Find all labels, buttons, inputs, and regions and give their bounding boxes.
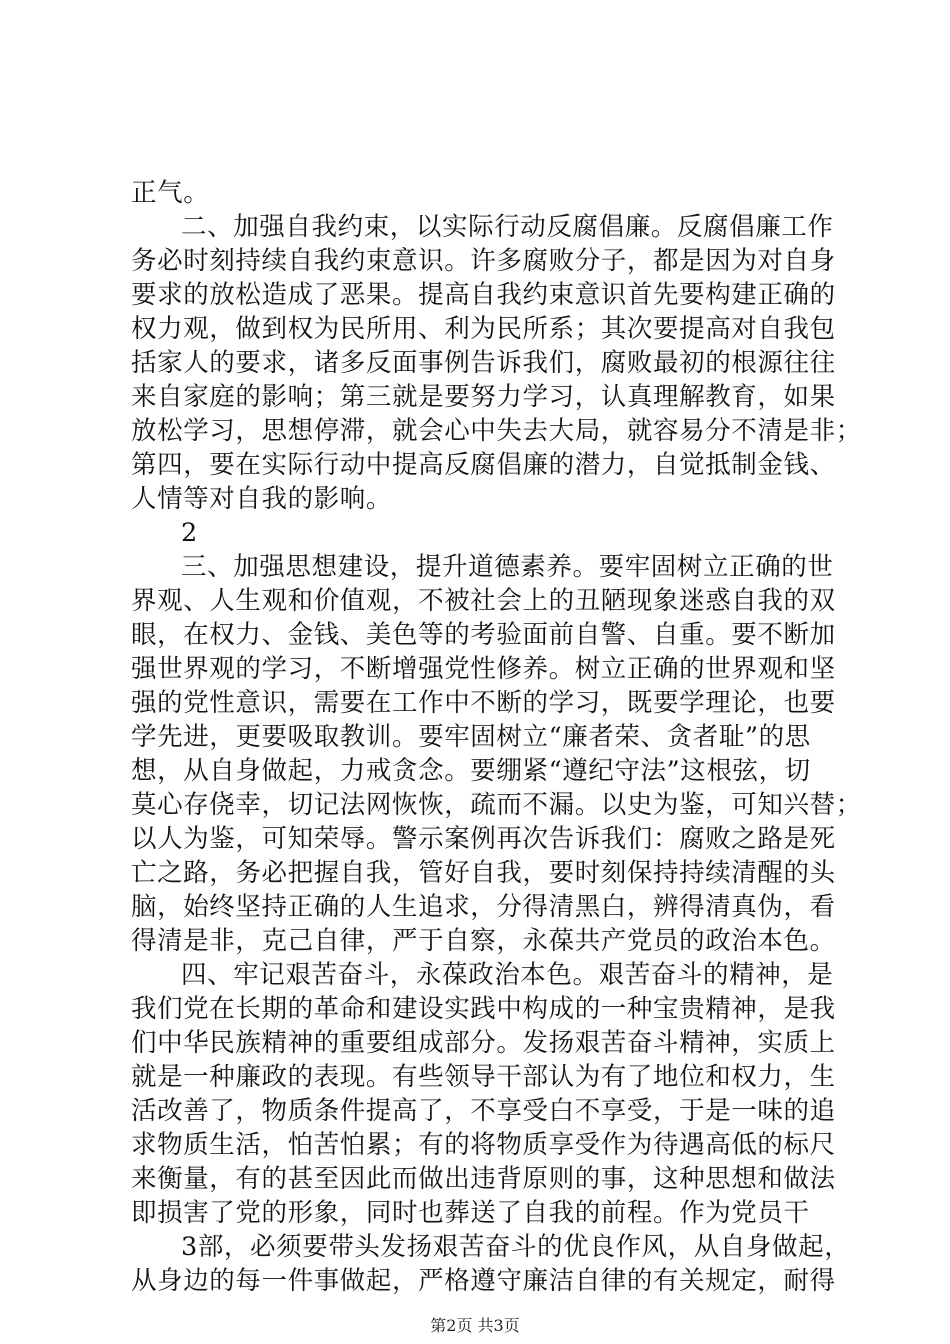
text-line: 眼，在权力、金钱、美色等的考验面前自警、自重。要不断加 (131, 620, 836, 650)
text-line: 活改善了，物质条件提高了，不享受白不享受，于是一味的追 (131, 1096, 836, 1126)
text-line: 3部，必须要带头发扬艰苦奋斗的优良作风，从自身做起， (181, 1232, 851, 1262)
text-line: 想，从自身做起，力戒贪念。要绷紧“遵纪守法”这根弦，切 (131, 756, 811, 786)
text-line: 们中华民族精神的重要组成部分。发扬艰苦奋斗精神，实质上 (131, 1028, 836, 1058)
text-line: 正气。 (131, 178, 210, 208)
text-line: 从身边的每一件事做起，严格遵守廉洁自律的有关规定，耐得 (131, 1266, 836, 1296)
text-line: 得清是非，克己自律，严于自察，永葆共产党员的政治本色。 (131, 926, 836, 956)
text-line: 来衡量，有的甚至因此而做出违背原则的事，这种思想和做法 (131, 1164, 836, 1194)
text-line: 求物质生活，怕苦怕累；有的将物质享受作为待遇高低的标尺 (131, 1130, 836, 1160)
page-number-marker: 2 (181, 518, 198, 548)
text-line: 学先进，更要吸取教训。要牢固树立“廉者荣、贪者耻”的思 (131, 722, 811, 752)
text-line: 要求的放松造成了恶果。提高自我约束意识首先要构建正确的 (131, 280, 836, 310)
text-line: 人情等对自我的影响。 (131, 484, 393, 514)
text-line: 四、牢记艰苦奋斗，永葆政治本色。艰苦奋斗的精神，是 (181, 960, 834, 990)
text-line: 二、加强自我约束，以实际行动反腐倡廉。反腐倡廉工作 (181, 212, 834, 242)
text-line: 以人为鉴，可知荣辱。警示案例再次告诉我们：腐败之路是死 (131, 824, 836, 854)
text-line: 第四，要在实际行动中提高反腐倡廉的潜力，自觉抵制金钱、 (131, 450, 836, 480)
text-line: 三、加强思想建设，提升道德素养。要牢固树立正确的世 (181, 552, 834, 582)
text-line: 强世界观的学习，不断增强党性修养。树立正确的世界观和坚 (131, 654, 836, 684)
text-line: 括家人的要求，诸多反面事例告诉我们，腐败最初的根源往往 (131, 348, 836, 378)
text-line: 放松学习，思想停滞，就会心中失去大局，就容易分不清是非； (131, 416, 862, 446)
text-line: 脑，始终坚持正确的人生追求，分得清黑白，辨得清真伪，看 (131, 892, 836, 922)
text-line: 来自家庭的影响；第三就是要努力学习，认真理解教育，如果 (131, 382, 836, 412)
text-line: 我们党在长期的革命和建设实践中构成的一种宝贵精神，是我 (131, 994, 836, 1024)
text-line: 强的党性意识，需要在工作中不断的学习，既要学理论，也要 (131, 688, 836, 718)
text-line: 界观、人生观和价值观，不被社会上的丑陋现象迷惑自我的双 (131, 586, 836, 616)
text-line: 即损害了党的形象，同时也葬送了自我的前程。作为党员干 (131, 1198, 810, 1228)
text-line: 务必时刻持续自我约束意识。许多腐败分子，都是因为对自身 (131, 246, 836, 276)
text-line: 权力观，做到权为民所用、利为民所系；其次要提高对自我包 (131, 314, 836, 344)
page-footer: 第2页 共3页 (430, 1316, 520, 1335)
text-line: 亡之路，务必把握自我，管好自我，要时刻保持持续清醒的头 (131, 858, 836, 888)
text-line: 就是一种廉政的表现。有些领导干部认为有了地位和权力，生 (131, 1062, 836, 1092)
text-line: 莫心存侥幸，切记法网恢恢，疏而不漏。以史为鉴，可知兴替； (131, 790, 862, 820)
